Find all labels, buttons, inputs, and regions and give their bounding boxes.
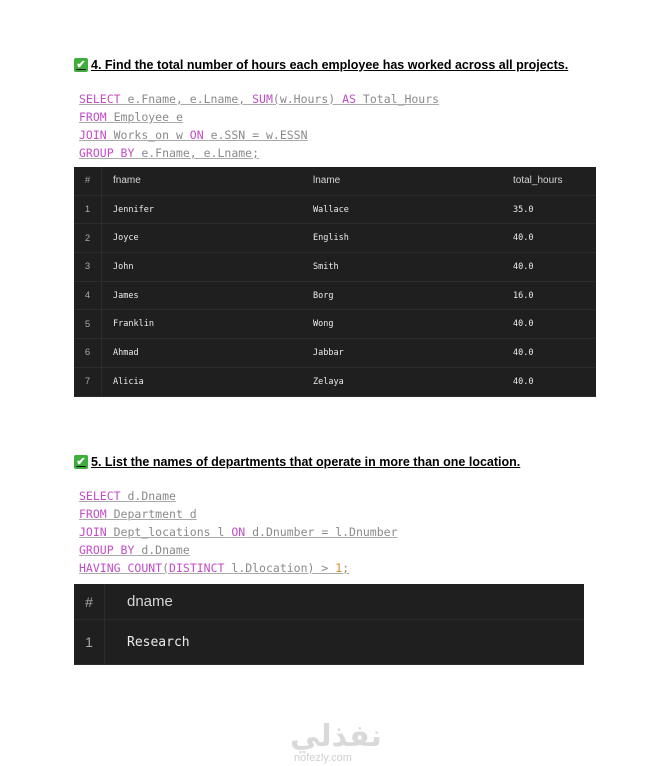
q4-title [74, 58, 568, 72]
table-header-row [74, 584, 584, 620]
table-cell: Research [105, 620, 585, 665]
table-cell: Joyce [102, 224, 314, 253]
sql-text: e.Fname, e.Lname, [120, 92, 253, 106]
sql-keyword: COUNT [127, 561, 163, 575]
table-cell: 40.0 [513, 224, 596, 253]
sql-line [79, 144, 439, 162]
sql-keyword: JOIN [79, 128, 107, 142]
table-cell: Ahmad [102, 339, 314, 368]
sql-keyword: SELECT [79, 92, 121, 106]
sql-text: Works_on w [106, 128, 190, 142]
table-header-row [74, 167, 596, 195]
column-header: # [74, 584, 105, 620]
table-cell: 40.0 [513, 339, 596, 368]
sql-keyword: GROUP BY [79, 543, 135, 557]
table-cell: John [102, 253, 314, 282]
table-cell: Alicia [102, 367, 314, 396]
sql-text: d.Dnumber = l.Dnumber [245, 525, 398, 539]
table-cell: 6 [74, 339, 102, 368]
q5-title [74, 455, 520, 469]
sql-line [79, 108, 439, 126]
table-cell: 2 [74, 224, 102, 253]
sql-line [79, 523, 398, 541]
column-header: lname [313, 167, 513, 195]
table-row [74, 281, 596, 310]
table-cell: 16.0 [513, 281, 596, 310]
table-cell: Franklin [102, 310, 314, 339]
watermark-logo: نفذلي [290, 719, 382, 754]
table-cell: Wallace [313, 195, 513, 224]
table-cell: 7 [74, 367, 102, 396]
column-header: fname [102, 167, 314, 195]
sql-text: l.Dlocation) > [224, 561, 336, 575]
table-row [74, 310, 596, 339]
table-cell: 5 [74, 310, 102, 339]
sql-text: Employee e [106, 110, 183, 124]
sql-text: d.Dname [120, 489, 176, 503]
sql-text: ( [162, 561, 170, 575]
sql-line [79, 559, 398, 577]
table-cell: English [313, 224, 513, 253]
table-row [74, 367, 596, 396]
column-header: dname [105, 584, 585, 620]
sql-text: (w.Hours) [272, 92, 343, 106]
table-cell: 35.0 [513, 195, 596, 224]
table-cell: Wong [313, 310, 513, 339]
sql-text: d.Dname [134, 543, 190, 557]
table-cell: Jabbar [313, 339, 513, 368]
table-cell: Smith [313, 253, 513, 282]
table-row [74, 224, 596, 253]
table-cell: 1 [74, 195, 102, 224]
column-header: total_hours [513, 167, 596, 195]
table-row [74, 253, 596, 282]
sql-keyword: GROUP BY [79, 146, 135, 160]
table-cell: 1 [74, 620, 105, 665]
watermark-url: nofezly.com [294, 752, 352, 764]
table-cell: Jennifer [102, 195, 314, 224]
table-cell: 40.0 [513, 310, 596, 339]
q5-title-text: 5. List the names of departments that operate in more than one location. [91, 455, 521, 469]
table-cell: 40.0 [513, 253, 596, 282]
sql-line [79, 541, 398, 559]
table-cell: Borg [313, 281, 513, 310]
sql-keyword: ON [189, 128, 204, 142]
table-cell: Zelaya [313, 367, 513, 396]
table-cell: James [102, 281, 314, 310]
q4-result-table [74, 167, 596, 397]
table-cell: 40.0 [513, 367, 596, 396]
table-cell: 3 [74, 253, 102, 282]
sql-text: Dept_locations l [106, 525, 232, 539]
table-cell: 4 [74, 281, 102, 310]
sql-keyword: FROM [79, 507, 107, 521]
sql-keyword: FROM [79, 110, 107, 124]
sql-keyword: HAVING [79, 561, 121, 575]
column-header: # [74, 167, 102, 195]
sql-text: Total_Hours [356, 92, 440, 106]
sql-keyword: JOIN [79, 525, 107, 539]
table-row [74, 339, 596, 368]
checkmark-icon: ✔ [74, 58, 88, 72]
sql-text: ; [342, 561, 350, 575]
checkmark-icon: ✔ [74, 455, 88, 469]
sql-line [79, 505, 398, 523]
sql-keyword: ON [231, 525, 246, 539]
sql-keyword: SUM [252, 92, 273, 106]
sql-number: 1 [335, 561, 343, 575]
table-row [74, 620, 584, 665]
sql-text: e.SSN = w.ESSN [203, 128, 308, 142]
q4-title-text: 4. Find the total number of hours each employee has worked across all projects. [91, 58, 569, 72]
q4-sql-code [79, 90, 439, 162]
sql-keyword: AS [342, 92, 356, 106]
q5-sql-code [79, 487, 398, 577]
sql-line [79, 126, 439, 144]
table-row [74, 195, 596, 224]
sql-keyword: SELECT [79, 489, 121, 503]
q5-result-table [74, 584, 584, 665]
sql-text: Department d [106, 507, 197, 521]
sql-line [79, 90, 439, 108]
sql-line [79, 487, 398, 505]
sql-text: e.Fname, e.Lname; [134, 146, 260, 160]
sql-keyword: DISTINCT [169, 561, 225, 575]
